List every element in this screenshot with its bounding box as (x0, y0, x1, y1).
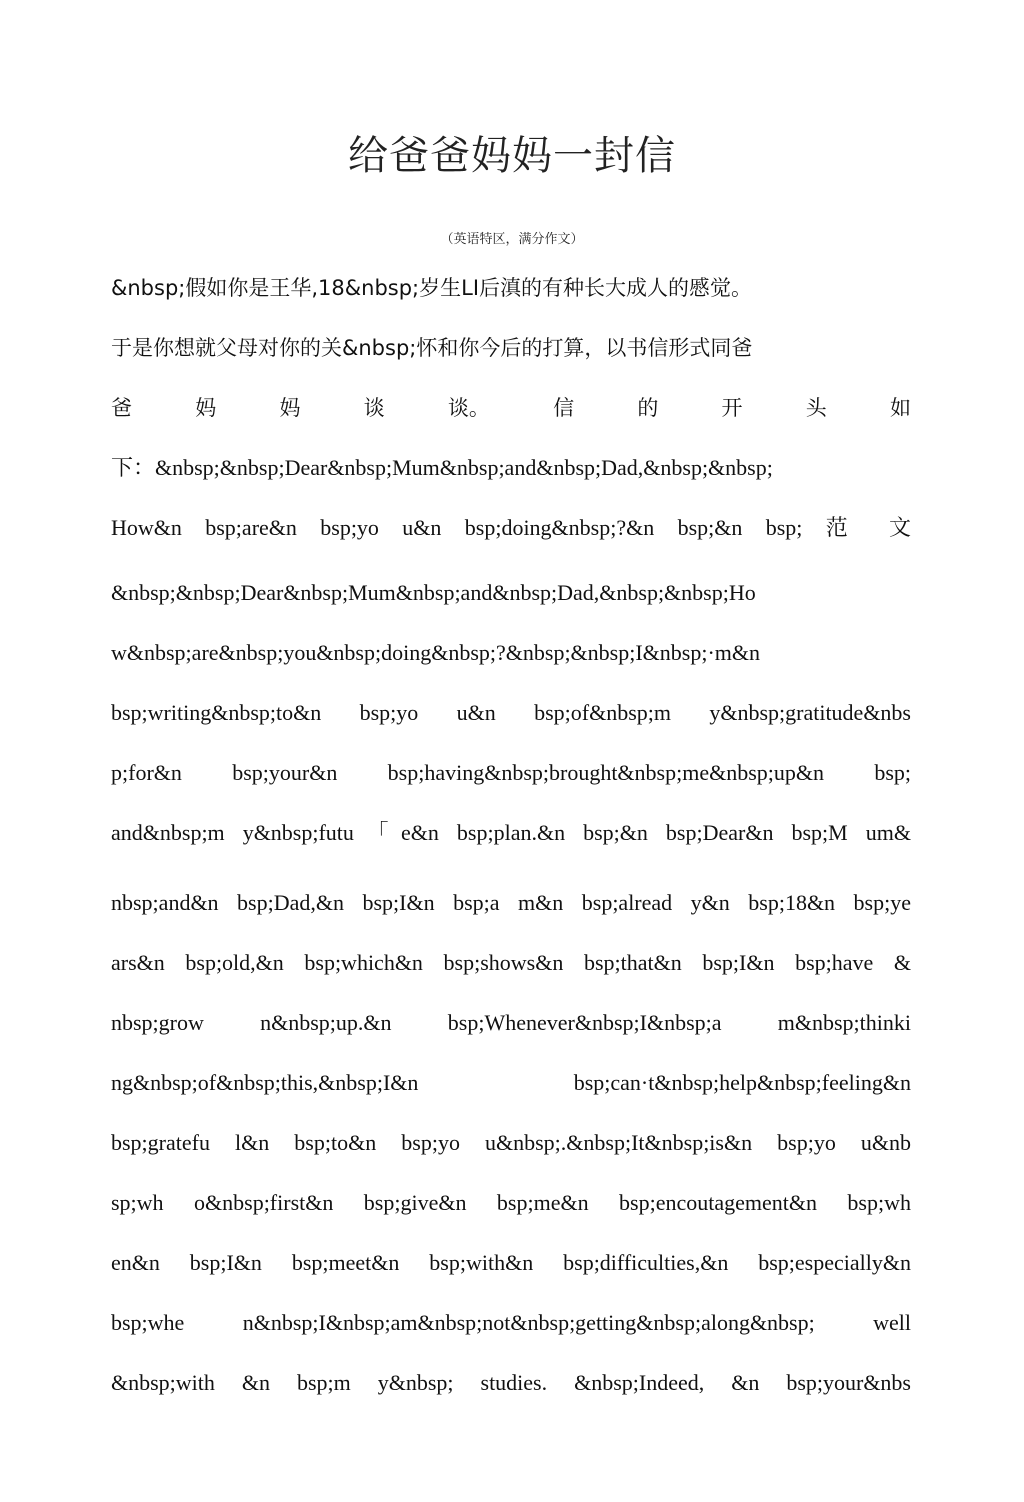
body-line-3 (111, 393, 911, 423)
body-line-17: en&n bsp;I&n bsp;meet&n bsp;with&n bsp;difficulties,&n bsp;especially&n (111, 1250, 911, 1275)
spread-char: 开 (721, 396, 743, 420)
spread-char: 爸 (111, 396, 132, 420)
body-line-15: bsp;gratefu l&n bsp;to&n bsp;yo u&nbsp;.&nbsp;It&nbsp;is&n bsp;yo u&nb (111, 1130, 911, 1155)
body-line-4: 下：&nbsp;&nbsp;Dear&nbsp;Mum&nbsp;and&nbsp;Dad,&nbsp;&nbsp; (111, 455, 773, 480)
body-line-13: nbsp;grow n&nbsp;up.&n bsp;Whenever&nbsp;I&nbsp;a m&nbsp;thinki (111, 1010, 911, 1035)
spread-char: 妈 (195, 396, 217, 420)
spread-char: 谈 (363, 396, 385, 420)
body-line-2: 于是你想就父母对你的关&nbsp;怀和你今后的打算，以书信形式同爸 (111, 336, 753, 360)
body-line-14: ng&nbsp;of&nbsp;this,&nbsp;I&n bsp;can·t&nbsp;help&nbsp;feeling&n (111, 1070, 911, 1095)
body-line-19: &nbsp;with &n bsp;m y&nbsp; studies. &nbsp;Indeed, &n bsp;your&nbs (111, 1370, 911, 1395)
spread-char: 妈 (279, 396, 301, 420)
spread-char: 如 (889, 396, 911, 420)
body-line-9: p;for&n bsp;your&n bsp;having&nbsp;brought&nbsp;me&nbsp;up&n bsp; (111, 760, 911, 785)
body-line-1: &nbsp;假如你是王华,18&nbsp;岁生LI后滇的有种长大成人的慼觉。 (111, 276, 753, 300)
document-title: 给爸爸妈妈一封信 (348, 133, 676, 179)
body-line-8: bsp;writing&nbsp;to&n bsp;yo u&n bsp;of&nbsp;m y&nbsp;gratitude&nbs (111, 700, 911, 725)
body-line-11: nbsp;and&n bsp;Dad,&n bsp;I&n bsp;a m&n bsp;alread y&n bsp;18&n bsp;ye (111, 890, 911, 915)
document-subtitle: （英语特区，满分作文） (440, 232, 584, 247)
body-line-12: ars&n bsp;old,&n bsp;which&n bsp;shows&n bsp;that&n bsp;I&n bsp;have & (111, 950, 911, 975)
body-line-18: bsp;whe n&nbsp;I&nbsp;am&nbsp;not&nbsp;getting&nbsp;along&nbsp; well (111, 1310, 911, 1335)
spread-char: 信 (553, 396, 575, 420)
body-line-16: sp;wh o&nbsp;first&n bsp;give&n bsp;me&n bsp;encoutagement&n bsp;wh (111, 1190, 911, 1215)
body-line-6: &nbsp;&nbsp;Dear&nbsp;Mum&nbsp;and&nbsp;Dad,&nbsp;&nbsp;Ho (111, 580, 756, 605)
body-line-10: and&nbsp;m y&nbsp;futu「e&n bsp;plan.&n bsp;&n bsp;Dear&n bsp;M um& (111, 820, 911, 845)
body-line-7: w&nbsp;are&nbsp;you&nbsp;doing&nbsp;?&nbsp;&nbsp;I&nbsp;·m&n (111, 640, 760, 665)
spread-char: 头 (805, 396, 827, 420)
body-line-5: How&n bsp;are&n bsp;yo u&n bsp;doing&nbsp;?&n bsp;&n bsp; 范 文 (111, 515, 911, 540)
spread-char: 谈。 (447, 396, 490, 420)
spread-char: 的 (637, 396, 659, 420)
